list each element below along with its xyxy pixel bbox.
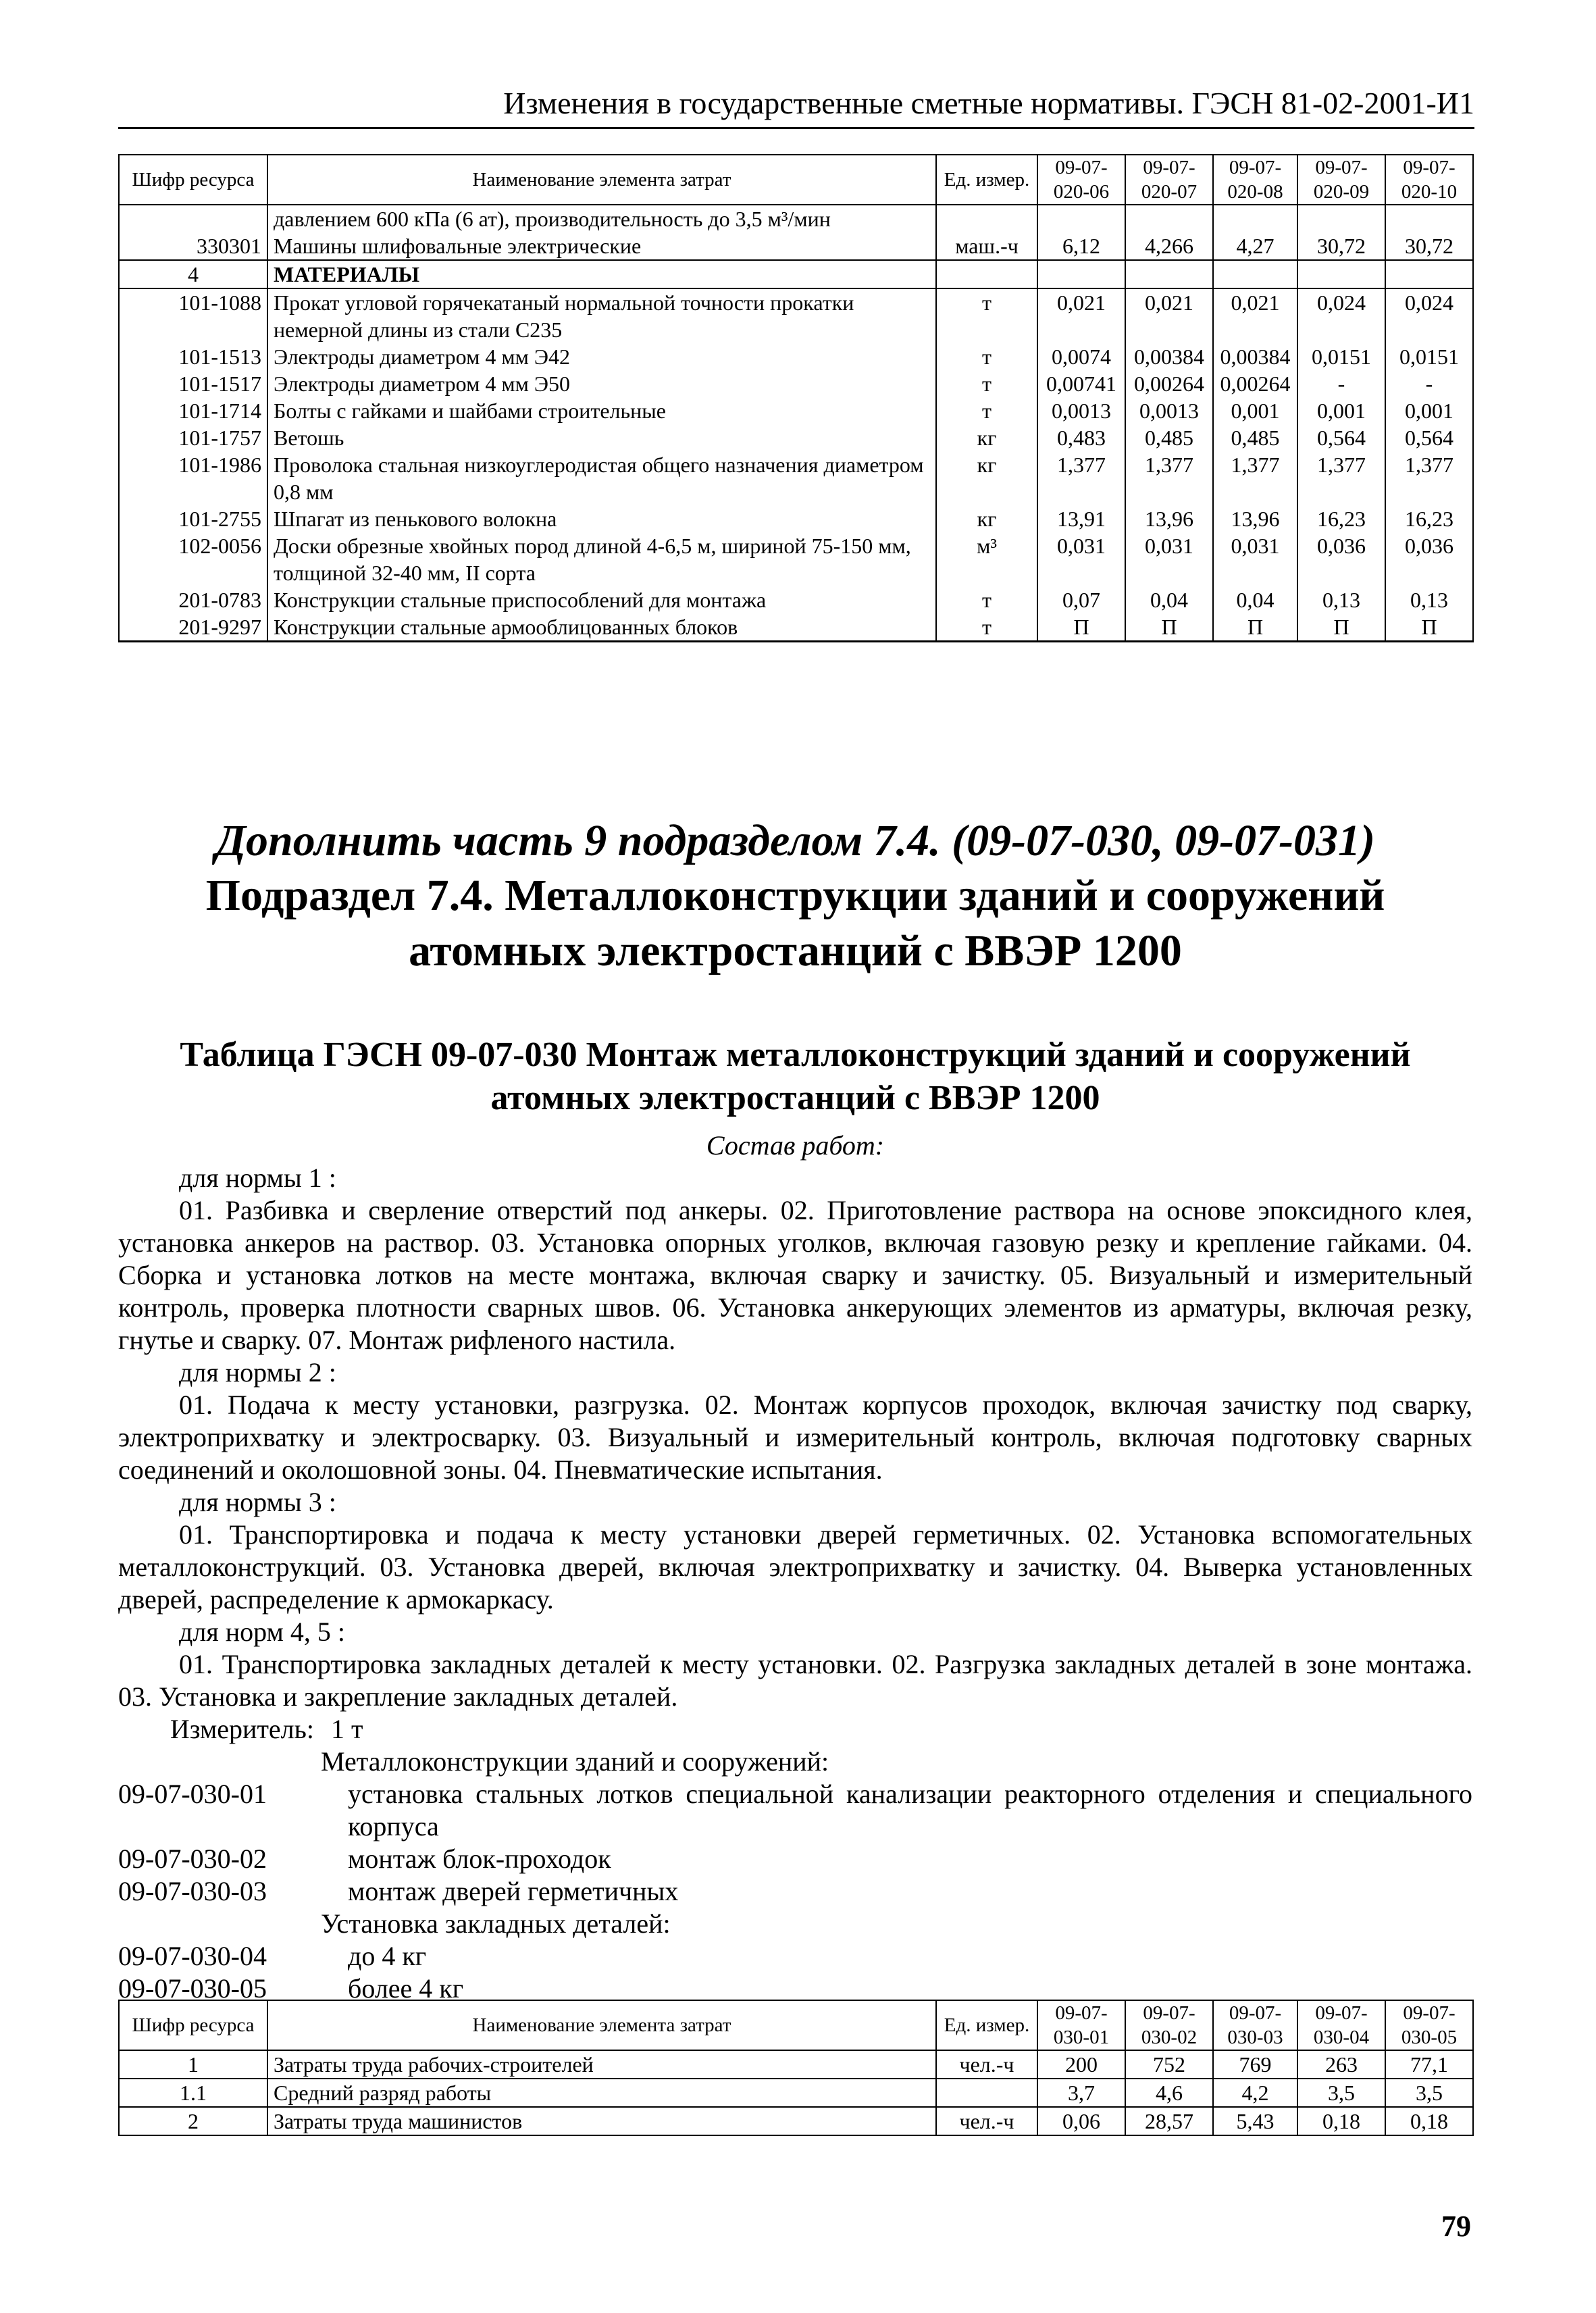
resource-value: 0,021 — [1125, 288, 1213, 343]
column-header: 09-07-020-08 — [1213, 155, 1297, 205]
resource-name: Ветошь — [267, 424, 936, 451]
resource-name: Средний разряд работы — [267, 2079, 936, 2107]
resource-unit: кг — [936, 451, 1037, 505]
resource-value: - — [1385, 370, 1473, 397]
table-row — [119, 424, 1473, 451]
resource-unit: кг — [936, 505, 1037, 532]
column-header: 09-07-030-03 — [1213, 2000, 1297, 2050]
column-header: Ед. измер. — [936, 155, 1037, 205]
resource-code: 101-1517 — [119, 370, 267, 397]
resource-name: Прокат угловой горячекатаный нормальной точности прокатки немерной длины из стали С235 — [267, 288, 936, 343]
resource-value: 0,564 — [1385, 424, 1473, 451]
resource-code: 1.1 — [119, 2079, 267, 2107]
column-header: 09-07-030-01 — [1037, 2000, 1125, 2050]
resource-value: 0,0013 — [1037, 397, 1125, 424]
resource-value: 1,377 — [1297, 451, 1385, 505]
resource-value: П — [1037, 613, 1125, 642]
table-row — [119, 397, 1473, 424]
resource-code: 101-1714 — [119, 397, 267, 424]
norm-item-text: монтаж дверей герметичных — [348, 1876, 679, 1906]
resource-unit: м³ — [936, 532, 1037, 586]
resource-value: 200 — [1037, 2050, 1125, 2079]
resource-value: 28,57 — [1125, 2107, 1213, 2135]
norm-item — [118, 1843, 1472, 1875]
table-row — [119, 205, 1473, 232]
resource-unit: чел.-ч — [936, 2107, 1037, 2135]
norm-item-text: до 4 кг — [348, 1941, 427, 1971]
resource-value: 3,5 — [1385, 2079, 1473, 2107]
table-row — [119, 586, 1473, 613]
norm-code: 09-07-030-02 — [118, 1844, 267, 1874]
column-header: 09-07-020-10 — [1385, 155, 1473, 205]
resource-value: 13,96 — [1213, 505, 1297, 532]
resource-name: Доски обрезные хвойных пород длиной 4-6,5 м, шириной 75-150 мм, толщиной 32-40 мм, II сорта — [267, 532, 936, 586]
resource-value: 0,024 — [1385, 288, 1473, 343]
resource-value: 0,13 — [1385, 586, 1473, 613]
column-header: Шифр ресурса — [119, 155, 267, 205]
resource-name: Электроды диаметром 4 мм Э42 — [267, 343, 936, 370]
resource-unit: чел.-ч — [936, 2050, 1037, 2079]
resource-value — [1213, 205, 1297, 232]
resource-value: П — [1297, 613, 1385, 642]
resource-code: 4 — [119, 260, 267, 288]
column-header: Шифр ресурса — [119, 2000, 267, 2050]
resource-value: 0,001 — [1297, 397, 1385, 424]
column-header: 09-07-030-05 — [1385, 2000, 1473, 2050]
resource-value: 77,1 — [1385, 2050, 1473, 2079]
resource-value: 0,00264 — [1213, 370, 1297, 397]
norm-label: для норм 4, 5 : — [179, 1617, 345, 1647]
norm-code: 09-07-030-03 — [118, 1876, 267, 1906]
resource-value: 263 — [1297, 2050, 1385, 2079]
resource-name: Проволока стальная низкоуглеродистая общего назначения диаметром 0,8 мм — [267, 451, 936, 505]
resource-table-030 — [118, 2000, 1474, 2136]
resource-value: 769 — [1213, 2050, 1297, 2079]
table-row — [119, 232, 1473, 260]
resource-value — [1037, 260, 1125, 288]
table-row — [119, 451, 1473, 505]
resource-code: 101-1757 — [119, 424, 267, 451]
resource-value: 3,7 — [1037, 2079, 1125, 2107]
table-row — [119, 343, 1473, 370]
resource-code: 101-1513 — [119, 343, 267, 370]
norm-text: 01. Подача к месту установки, разгрузка. 02. Монтаж корпусов проходок, включая зачистку под сварку, электроприхватку и электросварку. 03. Визуальный и измерительный контроль, включая подготовку сварных соединений и околошовной зоны. 04. Пневматические испытания. — [118, 1390, 1472, 1485]
resource-value: - — [1297, 370, 1385, 397]
table-row — [119, 370, 1473, 397]
resource-value — [1037, 205, 1125, 232]
resource-value: 1,377 — [1385, 451, 1473, 505]
resource-value: 0,485 — [1125, 424, 1213, 451]
resource-value: 5,43 — [1213, 2107, 1297, 2135]
group1-row — [118, 1746, 1472, 1778]
resource-unit: т — [936, 343, 1037, 370]
resource-value — [1297, 205, 1385, 232]
resource-value: 1,377 — [1125, 451, 1213, 505]
table-row — [119, 260, 1473, 288]
resource-value: 6,12 — [1037, 232, 1125, 260]
norm-code: 09-07-030-01 — [118, 1779, 267, 1809]
resource-value: 13,91 — [1037, 505, 1125, 532]
resource-value: 0,0151 — [1297, 343, 1385, 370]
work-heading: Состав работ: — [706, 1130, 885, 1161]
resource-name: Затраты труда рабочих-строителей — [267, 2050, 936, 2079]
table-row — [119, 2107, 1473, 2135]
resource-value: 30,72 — [1385, 232, 1473, 260]
norm-code: 09-07-030-04 — [118, 1941, 267, 1971]
resource-value: 0,18 — [1385, 2107, 1473, 2135]
resource-value: 0,13 — [1297, 586, 1385, 613]
resource-code: 101-1088 — [119, 288, 267, 343]
resource-value: 0,07 — [1037, 586, 1125, 613]
norm-text: 01. Транспортировка закладных деталей к месту установки. 02. Разгрузка закладных деталей в зоне монтажа. 03. Установка и закрепление закладных деталей. — [118, 1649, 1472, 1712]
meter-label: Измеритель: — [170, 1714, 314, 1744]
resource-code: 201-0783 — [119, 586, 267, 613]
norm-text: 01. Транспортировка и подача к месту установки дверей герметичных. 02. Установка вспомогательных металлоконструкций. 03. Установка дверей, включая электроприхватку и зачистку. 04. Выверка установленных дверей, распределение к армокаркасу. — [118, 1519, 1472, 1615]
table-row — [119, 505, 1473, 532]
resource-value — [1125, 205, 1213, 232]
norm-label: для нормы 1 : — [179, 1163, 336, 1193]
resource-name: давлением 600 кПа (6 ат), производительность до 3,5 м³/мин — [267, 205, 936, 232]
resource-value: 4,6 — [1125, 2079, 1213, 2107]
resource-name: Затраты труда машинистов — [267, 2107, 936, 2135]
supplement-title: Дополнить часть 9 подразделом 7.4. (09-07-030, 09-07-031) — [215, 816, 1376, 865]
resource-value: 0,00264 — [1125, 370, 1213, 397]
column-header: 09-07-030-04 — [1297, 2000, 1385, 2050]
column-header: Наименование элемента затрат — [267, 155, 936, 205]
resource-name: Электроды диаметром 4 мм Э50 — [267, 370, 936, 397]
column-header: 09-07-030-02 — [1125, 2000, 1213, 2050]
resource-value: 0,0074 — [1037, 343, 1125, 370]
resource-code: 201-9297 — [119, 613, 267, 642]
norm-item-text: монтаж блок-проходок — [348, 1844, 611, 1874]
resource-value: П — [1213, 613, 1297, 642]
norm-label: для нормы 3 : — [179, 1487, 336, 1517]
resource-value: 0,036 — [1297, 532, 1385, 586]
meter-value: 1 т — [331, 1714, 363, 1744]
resource-value: 16,23 — [1297, 505, 1385, 532]
resource-value: 0,06 — [1037, 2107, 1125, 2135]
resource-name: Конструкции стальные приспособлений для монтажа — [267, 586, 936, 613]
resource-code: 101-2755 — [119, 505, 267, 532]
norm-item — [118, 1778, 1472, 1843]
norm-label: для нормы 2 : — [179, 1357, 336, 1388]
resource-code: 1 — [119, 2050, 267, 2079]
table-row — [119, 2050, 1473, 2079]
resource-value: 0,485 — [1213, 424, 1297, 451]
resource-name: Машины шлифовальные электрические — [267, 232, 936, 260]
resource-value — [1125, 260, 1213, 288]
resource-value: П — [1385, 613, 1473, 642]
table-row — [119, 532, 1473, 586]
resource-unit: т — [936, 586, 1037, 613]
table-row — [119, 288, 1473, 343]
resource-value: 0,024 — [1297, 288, 1385, 343]
resource-value: 0,021 — [1037, 288, 1125, 343]
resource-value: 1,377 — [1037, 451, 1125, 505]
group1-title: Металлоконструкции зданий и сооружений: — [321, 1746, 829, 1777]
resource-code — [119, 205, 267, 232]
resource-value: 0,483 — [1037, 424, 1125, 451]
resource-value: 13,96 — [1125, 505, 1213, 532]
norm-text: 01. Разбивка и сверление отверстий под анкеры. 02. Приготовление раствора на основе эпоксидного клея, установка анкеров на раствор. 03. Установка опорных уголков, включая газовую резку и крепление гайками. 04. Сборка и установка лотков на месте монтажа, включая сварку и зачистку. 05. Визуальный и измерительный контроль, проверка плотности сварных швов. 06. Установка анкерующих элементов из арматуры, включая резку, гнутье и сварку. 07. Монтаж рифленого настила. — [118, 1195, 1472, 1355]
resource-code: 330301 — [119, 232, 267, 260]
resource-value: 0,00741 — [1037, 370, 1125, 397]
resource-value: 0,036 — [1385, 532, 1473, 586]
resource-unit: кг — [936, 424, 1037, 451]
resource-unit: т — [936, 370, 1037, 397]
resource-value: 4,27 — [1213, 232, 1297, 260]
resource-value: 16,23 — [1385, 505, 1473, 532]
resource-unit: маш.-ч — [936, 232, 1037, 260]
resource-value: 4,266 — [1125, 232, 1213, 260]
resource-value: 0,031 — [1037, 532, 1125, 586]
resource-code: 102-0056 — [119, 532, 267, 586]
resource-table-020 — [118, 154, 1474, 642]
resource-value: 1,377 — [1213, 451, 1297, 505]
resource-value: 4,2 — [1213, 2079, 1297, 2107]
column-header: 09-07-020-07 — [1125, 155, 1213, 205]
resource-value — [1385, 205, 1473, 232]
norm-item-text: более 4 кг — [348, 1973, 464, 2004]
norm-item — [118, 1875, 1472, 1908]
resource-value: 30,72 — [1297, 232, 1385, 260]
resource-value: 0,001 — [1385, 397, 1473, 424]
group2-row — [118, 1908, 1472, 1940]
resource-value — [1385, 260, 1473, 288]
page-number: 79 — [1441, 2210, 1471, 2243]
resource-value: 0,031 — [1213, 532, 1297, 586]
norm-item — [118, 1940, 1472, 1973]
resource-value: 0,00384 — [1213, 343, 1297, 370]
resource-name: Конструкции стальные армооблицованных блоков — [267, 613, 936, 642]
table-title: Таблица ГЭСН 09-07-030 Монтаж металлоконструкций зданий и сооружений атомных электростанций с ВВЭР 1200 — [180, 1036, 1411, 1117]
resource-value: 0,04 — [1213, 586, 1297, 613]
table-row — [119, 613, 1473, 642]
resource-value: 0,0151 — [1385, 343, 1473, 370]
work-composition — [118, 1129, 1472, 2005]
resource-value: П — [1125, 613, 1213, 642]
section-title: Подраздел 7.4. Металлоконструкции зданий и сооружений атомных электростанций с ВВЭР 1200 — [205, 871, 1385, 975]
resource-value — [1213, 260, 1297, 288]
norm-code: 09-07-030-05 — [118, 1973, 267, 2004]
resource-name: Шпагат из пенькового волокна — [267, 505, 936, 532]
resource-value — [1297, 260, 1385, 288]
resource-name: Болты с гайками и шайбами строительные — [267, 397, 936, 424]
resource-value: 0,031 — [1125, 532, 1213, 586]
column-header: 09-07-020-06 — [1037, 155, 1125, 205]
resource-unit: т — [936, 397, 1037, 424]
resource-value: 0,021 — [1213, 288, 1297, 343]
resource-value: 0,001 — [1213, 397, 1297, 424]
running-header: Изменения в государственные сметные нормативы. ГЭСН 81-02-2001-И1 — [118, 80, 1474, 129]
norms-list — [118, 1162, 1472, 1713]
resource-unit: т — [936, 288, 1037, 343]
table-row — [119, 2079, 1473, 2107]
resource-name: МАТЕРИАЛЫ — [267, 260, 936, 288]
resource-value: 0,564 — [1297, 424, 1385, 451]
resource-value: 0,04 — [1125, 586, 1213, 613]
resource-code: 2 — [119, 2107, 267, 2135]
norm-item-text: установка стальных лотков специальной канализации реакторного отделения и специального корпуса — [348, 1779, 1472, 1841]
column-header: Ед. измер. — [936, 2000, 1037, 2050]
resource-value: 0,0013 — [1125, 397, 1213, 424]
resource-value: 752 — [1125, 2050, 1213, 2079]
resource-value: 0,18 — [1297, 2107, 1385, 2135]
column-header: 09-07-020-09 — [1297, 155, 1385, 205]
resource-value: 0,00384 — [1125, 343, 1213, 370]
items2-list — [118, 1940, 1472, 2005]
resource-unit — [936, 205, 1037, 232]
meter-row — [118, 1713, 1472, 1746]
resource-unit — [936, 2079, 1037, 2107]
resource-unit — [936, 260, 1037, 288]
resource-value: 3,5 — [1297, 2079, 1385, 2107]
column-header: Наименование элемента затрат — [267, 2000, 936, 2050]
resource-unit: т — [936, 613, 1037, 642]
resource-code: 101-1986 — [119, 451, 267, 505]
items1-list — [118, 1778, 1472, 1908]
group2-title: Установка закладных деталей: — [321, 1908, 671, 1939]
